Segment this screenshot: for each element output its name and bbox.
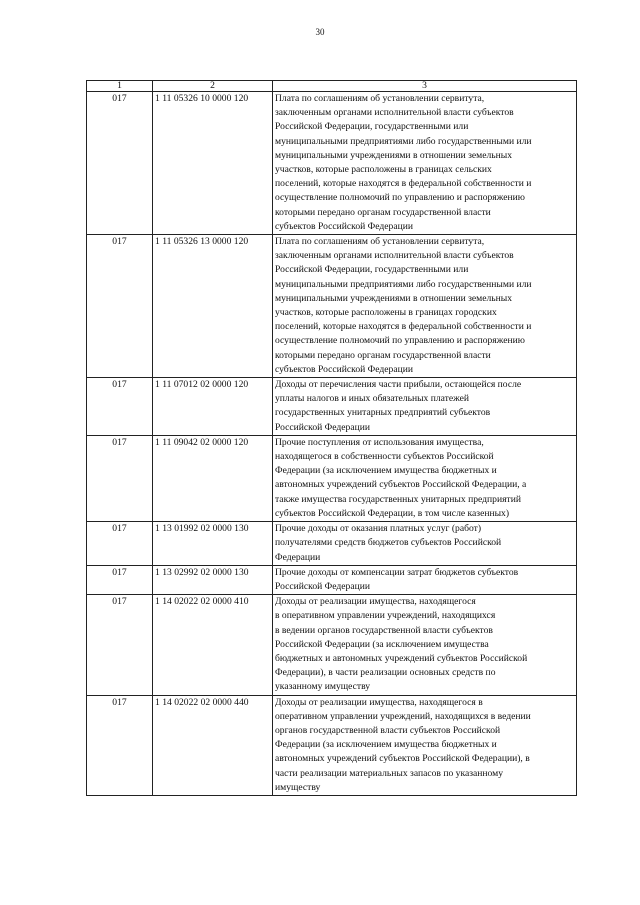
table-row [87, 235, 577, 378]
description-line: уплаты налогов и иных обязательных платежей [275, 393, 470, 405]
budget-classification-code-cell: 1 14 02022 02 0000 410 [153, 595, 273, 695]
table-row [87, 522, 577, 566]
description-line: находящегося в собственности субъектов Российской [275, 451, 494, 463]
description-line: муниципальными учреждениями в отношении земельных [275, 292, 513, 304]
description-line: Прочие доходы от компенсации затрат бюджетов субъектов [275, 566, 519, 578]
description-line: осуществление полномочий по управлению и распоряжению [275, 192, 525, 204]
description-line: Федерации (за исключением имущества бюджетных и [275, 465, 497, 477]
description-line: Российской Федерации, государственными или [275, 121, 469, 133]
description-line: заключенным органами исполнительной власти субъектов [275, 250, 514, 262]
description-line: в оперативном управлении учреждений, находящихся [275, 610, 496, 622]
budget-classification-code-cell: 1 14 02022 02 0000 440 [153, 695, 273, 795]
description-line: Российской Федерации (за исключением имущества [275, 638, 489, 650]
page-number: 30 [315, 27, 325, 37]
income-description-cell [273, 378, 577, 436]
budget-classification-code-cell: 1 11 05326 10 0000 120 [153, 92, 273, 235]
description-line: субъектов Российской Федерации [275, 220, 413, 232]
description-line: муниципальными предприятиями либо государственными или [275, 135, 532, 147]
description-line: Российской Федерации [275, 580, 370, 592]
description-line: муниципальными учреждениями в отношении земельных [275, 149, 513, 161]
table-row [87, 565, 577, 594]
admin-code-cell: 017 [87, 235, 153, 378]
income-description-cell [273, 595, 577, 695]
table-row [87, 435, 577, 521]
income-description-cell [273, 695, 577, 795]
description-line: Федерации [275, 551, 321, 563]
description-line: Федерации (за исключением имущества бюджетных и [275, 739, 497, 751]
income-description-cell [273, 435, 577, 521]
admin-code-cell: 017 [87, 595, 153, 695]
description-line: бюджетных и автономных учреждений субъектов Российской [275, 652, 528, 664]
description-line: поселений, которые находятся в федеральной собственности и [275, 178, 532, 190]
admin-code-cell: 017 [87, 435, 153, 521]
table-row [87, 92, 577, 235]
description-line: Доходы от реализации имущества, находящегося в [275, 696, 483, 708]
description-line: автономных учреждений субъектов Российской Федерации, а [275, 479, 527, 491]
budget-code-table [86, 80, 577, 796]
description-line: получателями средств бюджетов субъектов Российской [275, 537, 502, 549]
description-line: которыми передано органам государственной власти [275, 206, 491, 218]
description-line: органов государственной власти субъектов Российской [275, 724, 501, 736]
table-header-row [87, 81, 577, 92]
admin-code-cell: 017 [87, 92, 153, 235]
description-line: субъектов Российской Федерации, в том числе казенных) [275, 507, 510, 519]
income-description-cell [273, 92, 577, 235]
budget-classification-code-cell: 1 11 05326 13 0000 120 [153, 235, 273, 378]
description-line: указанному имуществу [275, 681, 371, 693]
description-line: также имущества государственных унитарных предприятий [275, 493, 521, 505]
table-row [87, 595, 577, 695]
description-line: в ведении органов государственной власти субъектов [275, 624, 493, 636]
admin-code-cell: 017 [87, 378, 153, 436]
description-line: которыми передано органам государственной власти [275, 349, 491, 361]
income-description-cell [273, 565, 577, 594]
income-description-cell [273, 522, 577, 566]
column-header-1: 1 [87, 81, 153, 92]
description-line: заключенным органами исполнительной власти субъектов [275, 107, 514, 119]
table-row [87, 378, 577, 436]
description-line: Доходы от перечисления части прибыли, остающейся после [275, 379, 522, 391]
description-line: поселений, которые находятся в федеральной собственности и [275, 321, 532, 333]
table-row [87, 695, 577, 795]
column-header-3: 3 [273, 81, 577, 92]
admin-code-cell: 017 [87, 695, 153, 795]
description-line: оперативном управлении учреждений, находящихся в ведении [275, 710, 531, 722]
admin-code-cell: 017 [87, 522, 153, 566]
description-line: участков, которые расположены в границах сельских [275, 164, 492, 176]
description-line: имуществу [275, 781, 321, 793]
description-line: участков, которые расположены в границах городских [275, 307, 497, 319]
budget-classification-code-cell: 1 11 07012 02 0000 120 [153, 378, 273, 436]
description-line: Российской Федерации [275, 421, 370, 433]
budget-classification-code-cell: 1 13 02992 02 0000 130 [153, 565, 273, 594]
income-description-cell [273, 235, 577, 378]
description-line: государственных унитарных предприятий субъектов [275, 407, 491, 419]
description-line: автономных учреждений субъектов Российской Федерации), в [275, 753, 530, 765]
description-line: Доходы от реализации имущества, находящегося [275, 596, 476, 608]
description-line: осуществление полномочий по управлению и распоряжению [275, 335, 525, 347]
admin-code-cell: 017 [87, 565, 153, 594]
budget-classification-code-cell: 1 11 09042 02 0000 120 [153, 435, 273, 521]
description-line: Российской Федерации, государственными или [275, 264, 469, 276]
description-line: части реализации материальных запасов по указанному [275, 767, 504, 779]
description-line: Прочие поступления от использования имущества, [275, 436, 484, 448]
description-line: муниципальными предприятиями либо государственными или [275, 278, 532, 290]
budget-classification-code-cell: 1 13 01992 02 0000 130 [153, 522, 273, 566]
description-line: Плата по соглашениям об установлении сервитута, [275, 236, 485, 248]
description-line: Прочие доходы от оказания платных услуг (работ) [275, 523, 482, 535]
description-line: Плата по соглашениям об установлении сервитута, [275, 93, 485, 104]
description-line: субъектов Российской Федерации [275, 363, 413, 375]
description-line: Федерации), в части реализации основных средств по [275, 667, 496, 679]
column-header-2: 2 [153, 81, 273, 92]
